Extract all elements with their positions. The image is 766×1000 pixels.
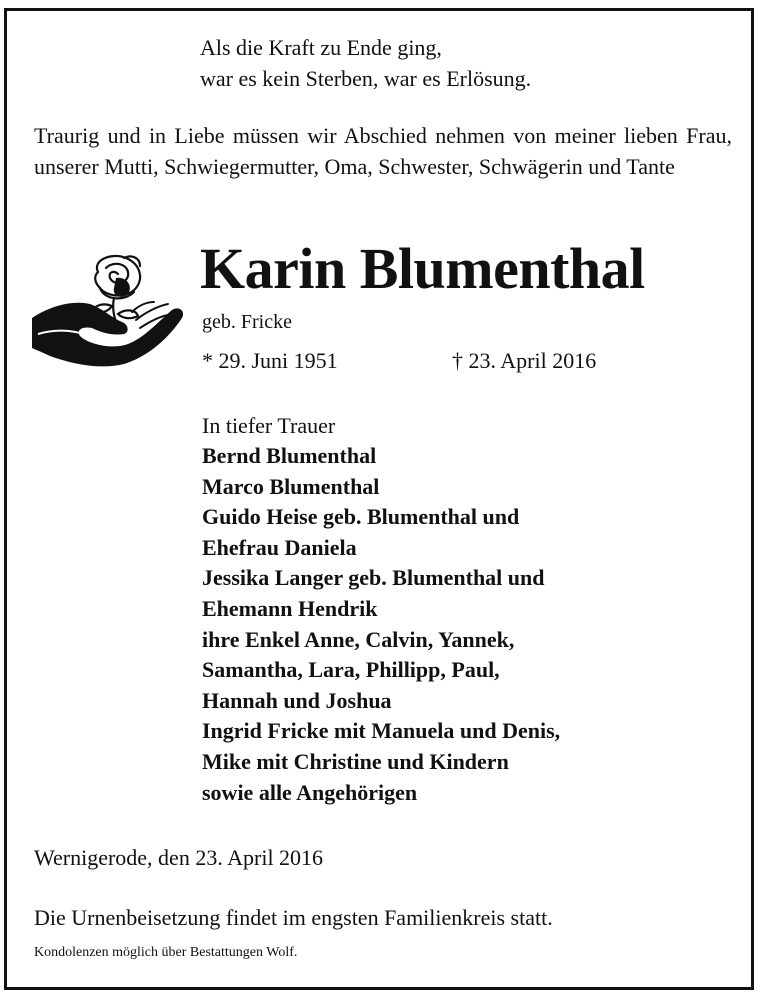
mourner-line: Jessika Langer geb. Blumenthal und (202, 565, 545, 591)
motto-line-2: war es kein Sterben, war es Erlösung. (200, 66, 532, 91)
mourner-line: Hannah und Joshua (202, 687, 392, 713)
condolence-note: Kondolenzen möglich über Bestattungen Wolf. (34, 945, 298, 960)
mourner-line: Bernd Blumenthal (202, 443, 377, 468)
mourner-line: sowie alle Angehörigen (202, 779, 418, 805)
mourner-line: Mike mit Christine und Kindern (202, 748, 509, 774)
motto (200, 32, 531, 94)
mourner-line: Samantha, Lara, Phillipp, Paul, (202, 657, 500, 683)
motto-line-1: Als die Kraft zu Ende ging, (200, 35, 442, 60)
mourner-line: Ehefrau Daniela (202, 534, 357, 560)
death-date: † 23. April 2016 (452, 348, 597, 373)
mourner-line: Guido Heise geb. Blumenthal und (202, 504, 520, 530)
mourners-list (202, 441, 560, 808)
mourner-line: Marco Blumenthal (202, 473, 380, 499)
mourning-label: In tiefer Trauer (202, 413, 336, 438)
mourner-line: ihre Enkel Anne, Calvin, Yannek, (202, 626, 515, 652)
intro-text: Traurig und in Liebe müssen wir Abschied nehmen von meiner lieben Frau, unserer Mutti, Schwiegermutter, Oma, Schwester, Schwägerin und Tante (34, 123, 732, 179)
mourner-line: Ehemann Hendrik (202, 595, 378, 621)
funeral-note: Die Urnenbeisetzung findet im engsten Familienkreis statt. (34, 905, 553, 930)
maiden-name: geb. Fricke (202, 311, 292, 333)
mourner-line: Ingrid Fricke mit Manuela und Denis, (202, 718, 561, 744)
place-date: Wernigerode, den 23. April 2016 (34, 845, 324, 870)
rose-in-hands-icon (28, 248, 190, 388)
deceased-name: Karin Blumenthal (200, 236, 645, 301)
birth-date: * 29. Juni 1951 (202, 348, 338, 373)
